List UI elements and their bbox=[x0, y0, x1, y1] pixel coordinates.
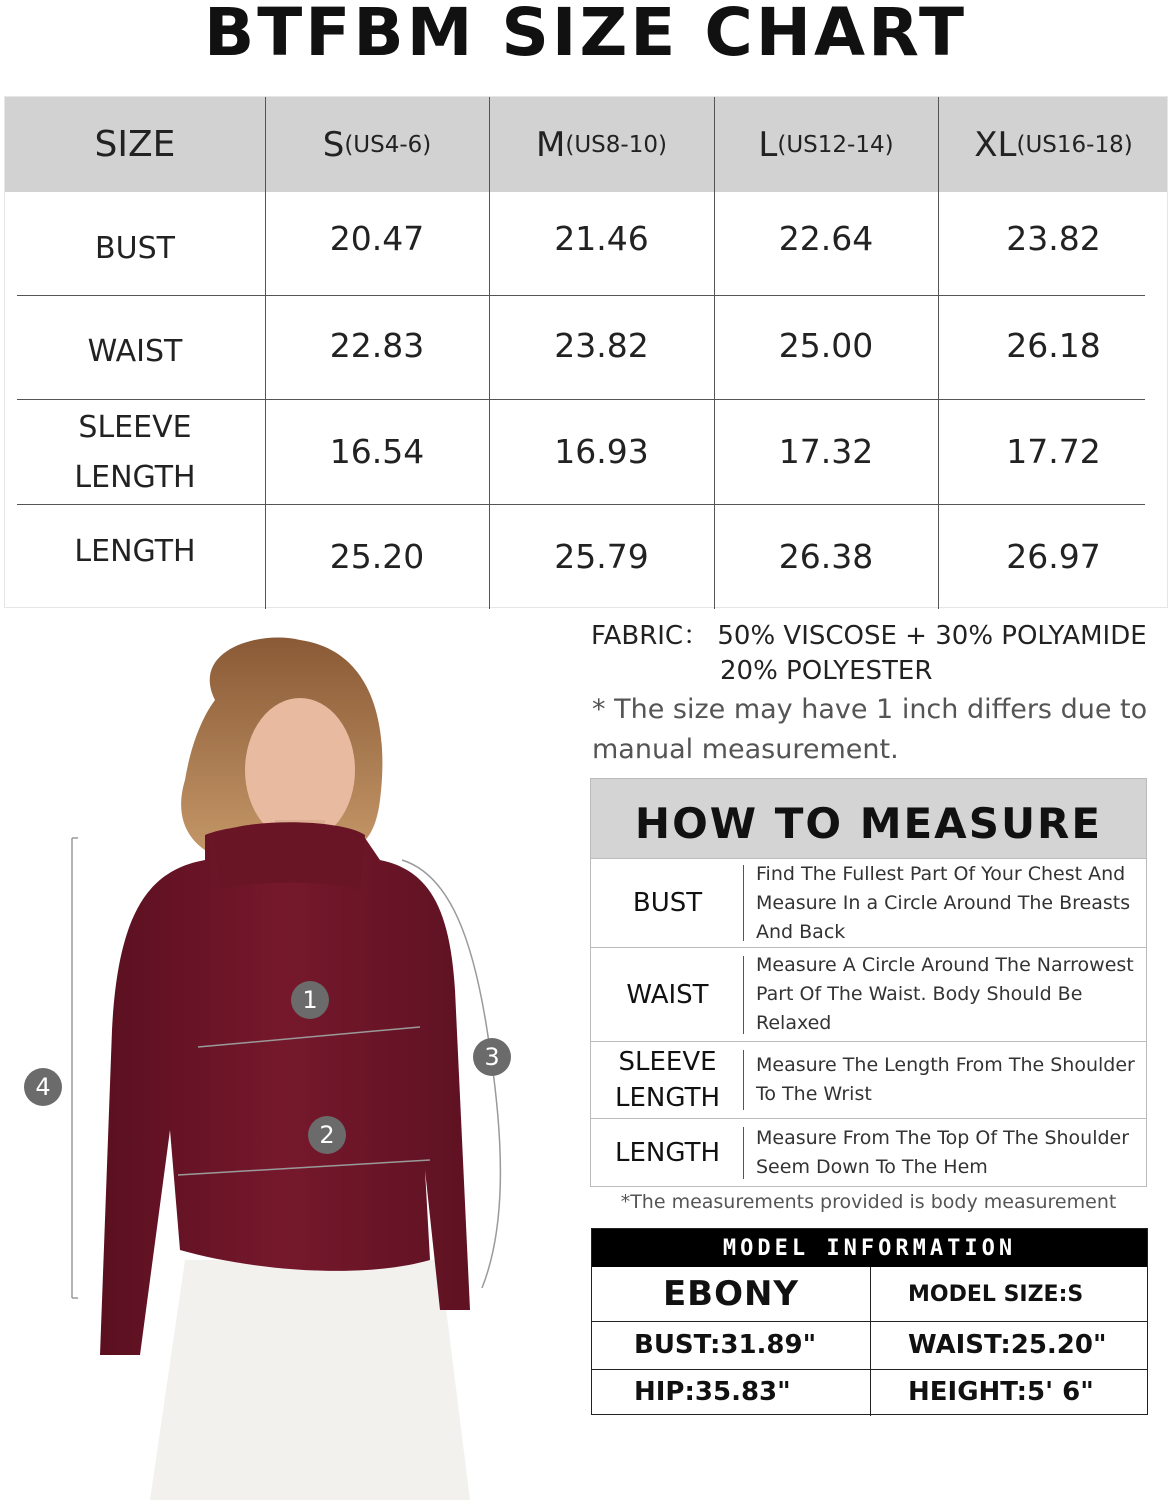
size-name: L bbox=[758, 124, 778, 165]
model-information-table bbox=[591, 1228, 1148, 1415]
size-name: S bbox=[322, 124, 345, 165]
model-hip: HIP:35.83" bbox=[634, 1377, 791, 1407]
measure-description: Measure A Circle Around The Narrowest Part Of The Waist. Body Should Be Relaxed bbox=[756, 954, 1134, 1034]
table-cell: 26.18 bbox=[1006, 325, 1101, 365]
measure-row bbox=[591, 947, 1146, 1041]
model-size: MODEL SIZE:S bbox=[908, 1281, 1084, 1307]
page-title: BTFBM SIZE CHART bbox=[203, 0, 967, 71]
size-note: * The size may have 1 inch differs due to manual measurement. bbox=[592, 694, 1148, 765]
size-chart-table bbox=[4, 96, 1168, 608]
marker-1-icon: 1 bbox=[291, 981, 329, 1019]
table-cell: 26.97 bbox=[1006, 537, 1101, 576]
row-separator bbox=[743, 1127, 744, 1179]
size-header-l bbox=[714, 97, 938, 192]
measure-label: WAIST bbox=[626, 979, 709, 1010]
measure-description: Measure The Length From The Shoulder To The Wrist bbox=[756, 1054, 1135, 1105]
row-label-line: SLEEVE bbox=[78, 410, 192, 445]
measure-row bbox=[591, 1041, 1146, 1118]
model-waist: WAIST:25.20" bbox=[908, 1330, 1107, 1360]
table-cell: 16.93 bbox=[554, 432, 649, 471]
size-us: (US4-6) bbox=[344, 131, 432, 158]
table-cell: 25.20 bbox=[329, 537, 425, 576]
measure-description: Find The Fullest Part Of Your Chest And Measure In a Circle Around The Breasts And Back bbox=[756, 862, 1131, 943]
row-separator bbox=[743, 865, 744, 941]
measure-description: Measure From The Top Of The Shoulder Seem Down To The Hem bbox=[756, 1127, 1130, 1178]
measure-label: SLEEVE LENGTH bbox=[614, 1047, 720, 1113]
table-cell: 17.32 bbox=[778, 432, 874, 471]
row-separator bbox=[743, 956, 744, 1034]
measure-row bbox=[591, 858, 1146, 947]
measure-label: LENGTH bbox=[614, 1138, 720, 1168]
size-us: (US16-18) bbox=[1016, 131, 1133, 158]
table-cell: 26.38 bbox=[778, 537, 874, 576]
row-label-waist: WAIST bbox=[87, 334, 183, 369]
table-cell: 16.54 bbox=[329, 432, 425, 471]
size-header-s bbox=[265, 97, 489, 192]
table-cell: 25.00 bbox=[778, 325, 874, 365]
table-cell: 20.47 bbox=[329, 219, 425, 258]
size-name: XL bbox=[974, 124, 1017, 165]
measure-row bbox=[591, 1118, 1146, 1187]
row-label-line: LENGTH bbox=[74, 460, 196, 495]
size-name: M bbox=[536, 124, 566, 165]
model-name: EBONY bbox=[662, 1274, 800, 1314]
row-separator bbox=[743, 1050, 744, 1110]
model-bust: BUST:31.89" bbox=[634, 1330, 817, 1360]
table-cell: 23.82 bbox=[1006, 219, 1101, 258]
size-header-xl bbox=[938, 97, 1169, 192]
table-cell: 22.83 bbox=[329, 325, 425, 365]
fabric-line-1: 50% VISCOSE + 30% POLYAMIDE bbox=[717, 621, 1147, 651]
size-us: (US12-14) bbox=[777, 131, 894, 158]
how-to-measure-title: HOW TO MEASURE bbox=[591, 779, 1146, 858]
how-to-measure-table bbox=[590, 778, 1147, 1187]
marker-3-icon: 3 bbox=[473, 1038, 511, 1076]
model-info-title: MODEL INFORMATION bbox=[592, 1229, 1147, 1267]
model-height: HEIGHT:5' 6" bbox=[908, 1377, 1094, 1407]
fabric-label: FABRIC： bbox=[591, 621, 710, 651]
table-cell: 17.72 bbox=[1006, 432, 1101, 471]
fabric-line-2: 20% POLYESTER bbox=[720, 656, 933, 686]
table-cell: 23.82 bbox=[554, 325, 649, 365]
size-header-label: SIZE bbox=[94, 124, 176, 165]
table-cell: 21.46 bbox=[554, 219, 649, 258]
measure-label: BUST bbox=[632, 888, 703, 918]
model-column-divider bbox=[870, 1267, 871, 1416]
size-us: (US8-10) bbox=[565, 131, 667, 158]
marker-2-icon: 2 bbox=[308, 1116, 346, 1154]
row-label-bust: BUST bbox=[95, 230, 175, 266]
size-header-m bbox=[489, 97, 714, 192]
marker-4-icon: 4 bbox=[24, 1068, 62, 1106]
fabric-info bbox=[591, 616, 1147, 656]
row-label-sleeve-length bbox=[5, 403, 265, 503]
row-label-length: LENGTH bbox=[74, 533, 196, 569]
model-photo bbox=[0, 610, 570, 1500]
table-cell: 22.64 bbox=[778, 219, 874, 258]
body-measurement-note: *The measurements provided is body measurement bbox=[620, 1191, 1117, 1213]
table-cell: 25.79 bbox=[554, 537, 649, 576]
